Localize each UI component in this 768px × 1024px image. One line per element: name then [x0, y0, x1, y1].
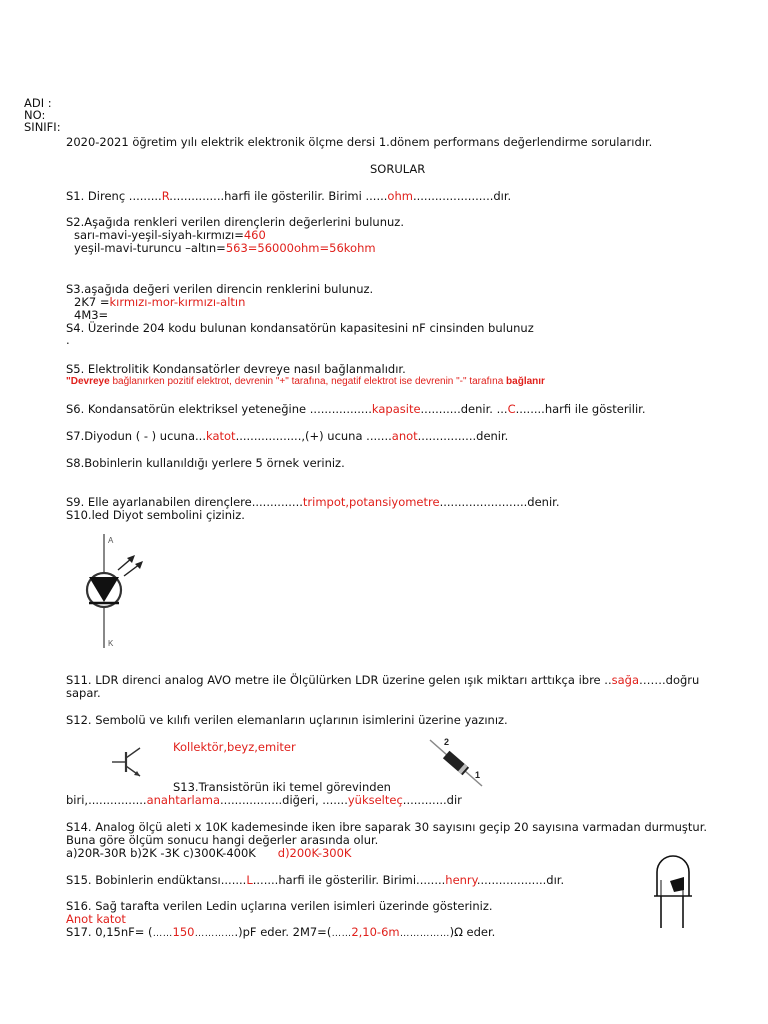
question-s16: S16. Sağ tarafta verilen Ledin uçlarına verilen isimleri üzerinde gösteriniz.	[66, 899, 493, 913]
question-s1: S1. Direnç .........R...............harfi ile gösterilir. Birimi ......ohm......................dır.	[66, 189, 512, 203]
answer-s12: Kollektör,beyz,emiter	[173, 740, 296, 754]
number-label: NO:	[24, 108, 46, 122]
led-cathode-label: K	[108, 639, 114, 648]
answer-s5: "Devreye bağlanırken pozitif elektrot, devrenin "+" tarafına, negatif elektrot ise devrenin "-" tarafına bağlanır	[66, 376, 545, 387]
question-s10: S10.led Diyot sembolini çiziniz.	[66, 508, 245, 522]
question-s2: S2.Aşağıda renkleri verilen dirençlerin değerlerini bulunuz.	[66, 215, 404, 229]
question-s12: S12. Sembolü ve kılıfı verilen elemanların uçlarının isimlerini üzerine yazınız.	[66, 713, 508, 727]
question-s7: S7.Diyodun ( - ) ucuna...katot..................,(+) ucuna .......anot................denir.	[66, 429, 509, 443]
question-s13-line2: biri,................anahtarlama.................diğeri, .......yükselteç............dir	[66, 793, 462, 807]
question-s2-line2: yeşil-mavi-turuncu –altın=563=56000ohm=56kohm	[74, 241, 376, 255]
question-s14-options: a)20R-30R b)2K -3K c)300K-400K d)200K-300K	[66, 846, 352, 860]
question-s6: S6. Kondansatörün elektriksel yeteneğine .................kapasite...........denir. ...C........harfi ile gösterilir.	[66, 402, 646, 416]
question-s14-line2: Buna göre ölçüm sonucu hangi değerler arasında olur.	[66, 833, 379, 847]
question-s3-line1: 2K7 =kırmızı-mor-kırmızı-altın	[74, 295, 246, 309]
diode-pin-1: 1	[475, 770, 481, 780]
transistor-symbol	[110, 742, 150, 782]
question-s4-dot: .	[66, 333, 70, 347]
led-anode-label: A	[108, 536, 114, 545]
diode-package	[428, 734, 488, 790]
question-s17: S17. 0,15nF= (……150………….)pF eder. 2M7=(……2,10-6m……………)Ω eder.	[66, 925, 496, 939]
question-s2-line1: sarı-mavi-yeşil-siyah-kırmızı=460	[74, 228, 266, 242]
class-label: SINIFI:	[24, 120, 61, 134]
intro-text: 2020-2021 öğretim yılı elektrik elektronik ölçme dersi 1.dönem performans değerlendirme sorularıdır.	[66, 135, 653, 149]
question-s14: S14. Analog ölçü aleti x 10K kademesinde iken ibre saparak 30 sayısını geçip 20 sayısına varmadan durmuştur.	[66, 820, 708, 834]
question-s5: S5. Elektrolitik Kondansatörler devreye nasıl bağlanmalıdır.	[66, 362, 406, 376]
question-s11: S11. LDR direnci analog AVO metre ile Ölçülürken LDR üzerine gelen ışık miktarı arttıkça ibre ..sağa…….doğru	[66, 673, 700, 687]
question-s4: S4. Üzerinde 204 kodu bulunan kondansatörün kapasitesini nF cinsinden bulunuz	[66, 321, 534, 335]
question-s3-line2: 4M3=	[74, 308, 109, 322]
name-label: ADI :	[24, 96, 52, 110]
question-s11-line2: sapar.	[66, 686, 101, 700]
led-package	[650, 850, 696, 930]
question-s13: S13.Transistörün iki temel görevinden	[173, 780, 391, 794]
question-s3: S3.aşağıda değeri verilen direncin renklerini bulunuz.	[66, 282, 374, 296]
answer-s16: Anot katot	[66, 912, 126, 926]
question-s9: S9. Elle ayarlanabilen dirençlere..............trimpot,potansiyometre........................denir.	[66, 495, 560, 509]
question-s15: S15. Bobinlerin endüktansı.......L.......harfi ile gösterilir. Birimi........henry...................dır.	[66, 873, 565, 887]
led-diode-symbol	[80, 530, 160, 650]
page-title: SORULAR	[370, 162, 426, 176]
diode-pin-2: 2	[444, 737, 450, 747]
question-s8: S8.Bobinlerin kullanıldığı yerlere 5 örnek veriniz.	[66, 456, 345, 470]
